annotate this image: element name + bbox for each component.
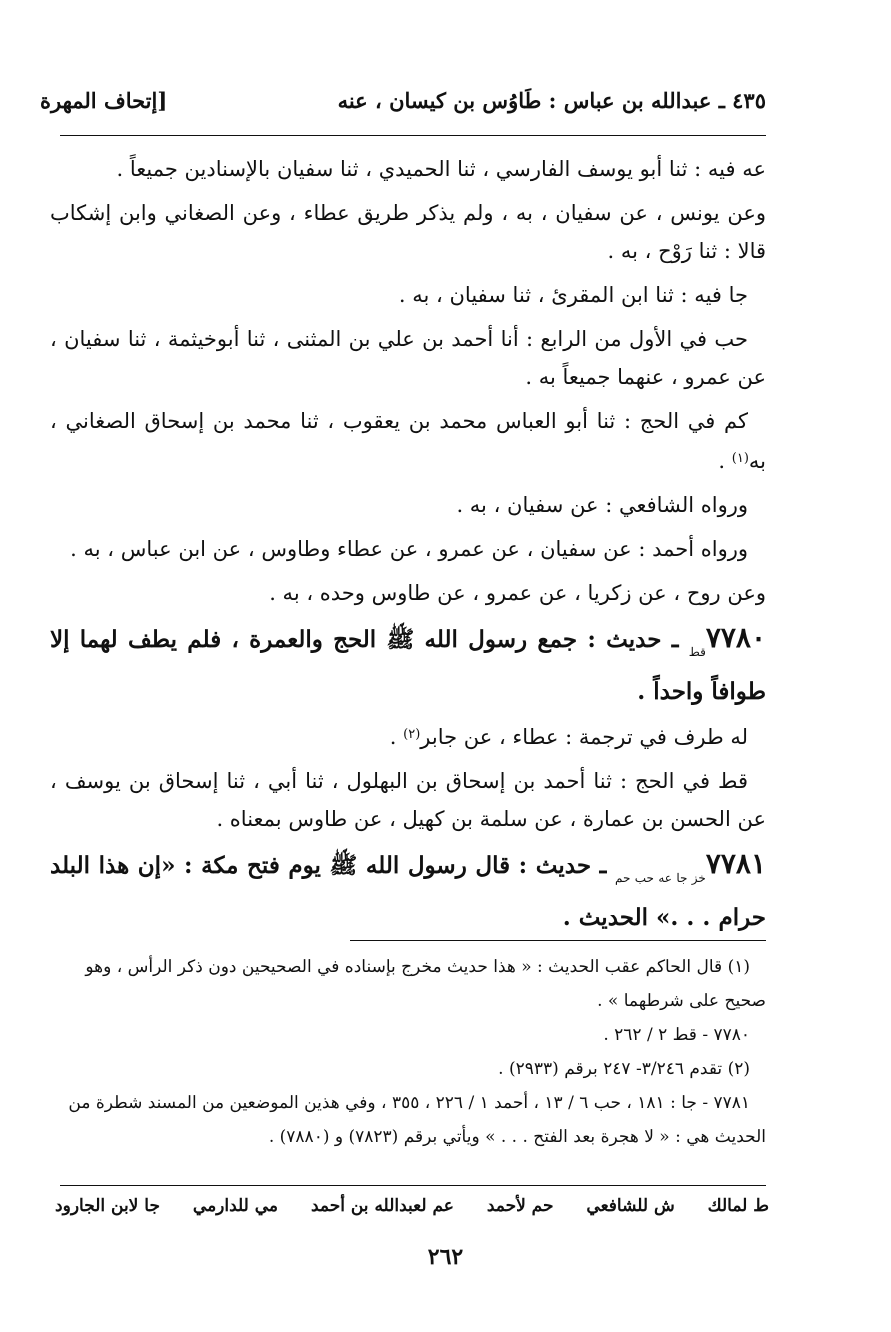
running-header xyxy=(40,88,766,128)
footnote-rule xyxy=(350,940,766,941)
footnote-ref: (١) xyxy=(731,451,749,466)
hadith-sources: قط xyxy=(688,645,706,659)
hadith-sources: خز جا عه حب حم xyxy=(614,871,706,885)
book-title: [إتحاف المهرة xyxy=(40,88,168,113)
legend-item: جا لابن الجارود xyxy=(55,1196,160,1216)
paragraph xyxy=(50,716,766,756)
paragraph: وعن يونس ، عن سفيان ، به ، ولم يذكر طريق عطاء ، وعن الصغاني وابن إشكاب قالا : ثنا رَوْح ، به . xyxy=(50,201,766,263)
paragraph: ورواه أحمد : عن سفيان ، عن عمرو ، عن عطاء وطاوس ، عن ابن عباس ، به . xyxy=(70,537,748,561)
footnotes xyxy=(55,950,766,1154)
legend-item: حم لأحمد xyxy=(486,1196,554,1216)
legend-item: ط لمالك xyxy=(707,1196,769,1216)
paragraph-end: . xyxy=(389,725,404,749)
paragraph: عه فيه : ثنا أبو يوسف الفارسي ، ثنا الحميدي ، ثنا سفيان بالإسنادين جميعاً . xyxy=(116,157,766,181)
hadith-number: ٧٧٨١ xyxy=(705,847,766,880)
legend-item: عم لعبدالله بن أحمد xyxy=(310,1196,454,1216)
paragraph: حب في الأول من الرابع : أنا أحمد بن علي بن المثنى ، ثنا أبوخيثمة ، ثنا سفيان ، عن عمرو ، عنهما جميعاً به . xyxy=(50,327,766,389)
footnote: ٧٧٨١ - جا : ١٨١ ، حب ٦ / ١٣ ، أحمد ١ / ٢٢٦ ، ٣٥٥ ، وفي هذين الموضعين من المسند شطرة من الحديث هي : « لا هجرة بعد الفتح . . . » ويأتي برقم (٧٨٢٣) و (٧٨٨٠) . xyxy=(68,1093,766,1147)
legend-rule xyxy=(60,1185,766,1186)
header-rule xyxy=(60,135,766,136)
hadith-text: ـ حديث : قال رسول الله ﷺ يوم فتح مكة : «إن هذا البلد حرام . . .» الحديث . xyxy=(50,852,766,931)
abbreviation-legend xyxy=(55,1196,769,1216)
paragraph: جا فيه : ثنا ابن المقرئ ، ثنا سفيان ، به . xyxy=(398,283,748,307)
hadith-text: ـ حديث : جمع رسول الله ﷺ الحج والعمرة ، فلم يطف لهما إلا طوافاً واحداً . xyxy=(50,626,766,705)
footnote-ref: (٢) xyxy=(403,727,421,742)
paragraph-end: . xyxy=(718,449,732,473)
legend-item: مي للدارمي xyxy=(192,1196,279,1216)
paragraph-text: له طرف في ترجمة : عطاء ، عن جابر xyxy=(420,725,748,749)
paragraph-text: كم في الحج : ثنا أبو العباس محمد بن يعقوب ، ثنا محمد بن إسحاق الصغاني ، به xyxy=(50,409,766,473)
hadith-heading xyxy=(50,844,766,938)
page-number: ٢٦٢ xyxy=(427,1244,464,1270)
chapter-title: ٤٣٥ ـ عبدالله بن عباس : طَاوُس بن كيسان ، عنه xyxy=(337,88,766,113)
paragraph: ورواه الشافعي : عن سفيان ، به . xyxy=(456,493,748,517)
paragraph: وعن روح ، عن زكريا ، عن عمرو ، عن طاوس وحده ، به . xyxy=(269,581,766,605)
hadith-number: ٧٧٨٠ xyxy=(705,621,766,654)
paragraph: قط في الحج : ثنا أحمد بن إسحاق بن البهلول ، ثنا أبي ، ثنا إسحاق بن يوسف ، عن الحسن بن عمارة ، عن سلمة بن كهيل ، عن طاوس بمعناه . xyxy=(50,769,766,831)
main-text xyxy=(50,150,766,942)
footnote: (١) قال الحاكم عقب الحديث : « هذا حديث مخرج بإسناده في الصحيحين دون ذكر الرأس ، وهو صحيح على شرطهما » . xyxy=(85,957,766,1011)
footnote: ٧٧٨٠ - قط ٢ / ٢٦٢ . xyxy=(603,1025,750,1045)
footnote: (٢) تقدم ٣/٢٤٦- ٢٤٧ برقم (٢٩٣٣) . xyxy=(498,1059,750,1079)
paragraph xyxy=(50,402,766,480)
hadith-heading xyxy=(50,618,766,712)
legend-item: ش للشافعي xyxy=(586,1196,675,1216)
